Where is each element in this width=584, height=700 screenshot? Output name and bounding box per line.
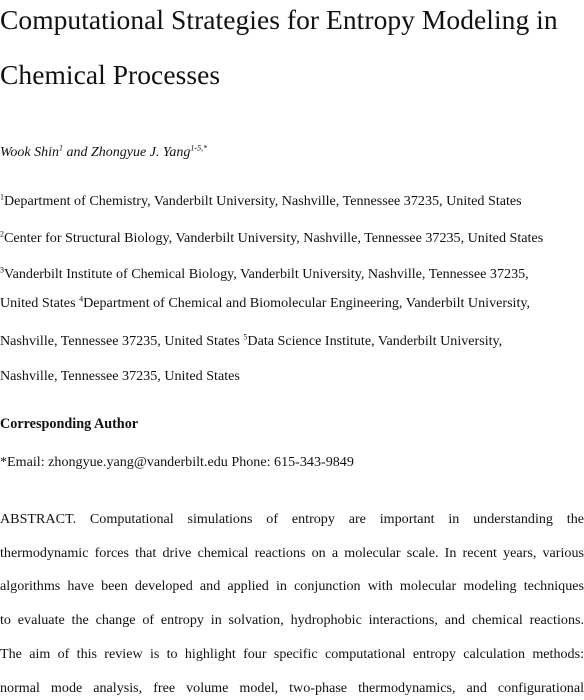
affiliation-line-4	[0, 293, 530, 313]
abstract-line-2: thermodynamic forces that drive chemical reactions on a molecular scale. In recent years, various	[0, 545, 584, 561]
author-list	[0, 143, 207, 163]
affiliation-1-text: Department of Chemistry, Vanderbilt University, Nashville, Tennessee 37235, United States	[4, 193, 522, 209]
abstract-line-4: to evaluate the change of entropy in solvation, hydrophobic interactions, and chemical reactions.	[0, 612, 584, 628]
affiliation-1-mark: 1	[0, 192, 4, 202]
affiliation-5-continued: Nashville, Tennessee 37235, United States	[0, 368, 240, 384]
author-1-affiliation-mark: 1	[58, 143, 63, 153]
affiliation-3	[0, 264, 529, 284]
abstract-line-1: ABSTRACT. Computational simulations of entropy are important in understanding the	[0, 511, 584, 527]
affiliation-5-text: Data Science Institute, Vanderbilt University,	[247, 333, 503, 349]
affiliation-2	[0, 228, 543, 248]
abstract-line-3: algorithms have been developed and applied in conjunction with molecular modeling techniques	[0, 578, 584, 594]
affiliation-4-text: Department of Chemical and Biomolecular Engineering, Vanderbilt University,	[83, 295, 531, 311]
author-2-affiliation-mark: 1-5,	[190, 143, 204, 153]
author-2-name: Zhongyue J. Yang	[90, 145, 191, 160]
affiliation-2-mark: 2	[0, 229, 4, 239]
affiliation-4-continued: Nashville, Tennessee 37235, United States	[0, 333, 244, 349]
affiliation-2-text: Center for Structural Biology, Vanderbilt University, Nashville, Tennessee 37235, United States	[4, 230, 544, 246]
affiliation-line-5	[0, 331, 502, 351]
corresponding-author-contact: *Email: zhongyue.yang@vanderbilt.edu Phone: 615-343-9849	[0, 454, 354, 470]
paper-title-line-1: Computational Strategies for Entropy Modeling in	[0, 4, 558, 35]
affiliation-4-mark: 4	[79, 294, 84, 304]
corresponding-author-heading: Corresponding Author	[0, 416, 139, 432]
corresponding-author-mark: *	[203, 143, 208, 153]
affiliation-5-mark: 5	[243, 332, 248, 342]
affiliation-3-mark: 3	[0, 265, 4, 275]
abstract-line-5: The aim of this review is to highlight four specific computational entropy calculation methods:	[0, 646, 584, 662]
affiliation-3-text: Vanderbilt Institute of Chemical Biology, Vanderbilt University, Nashville, Tennessee 37235,	[4, 266, 529, 282]
affiliation-3-continued: United States	[0, 295, 80, 311]
author-connector: and	[62, 145, 91, 160]
affiliation-1	[0, 191, 522, 211]
author-1-name: Wook Shin	[0, 145, 59, 160]
abstract-line-6: normal mode analysis, free volume model, two-phase thermodynamics, and configurational	[0, 680, 584, 696]
affiliation-line-6	[0, 366, 240, 386]
paper-title-line-2: Chemical Processes	[0, 59, 221, 90]
